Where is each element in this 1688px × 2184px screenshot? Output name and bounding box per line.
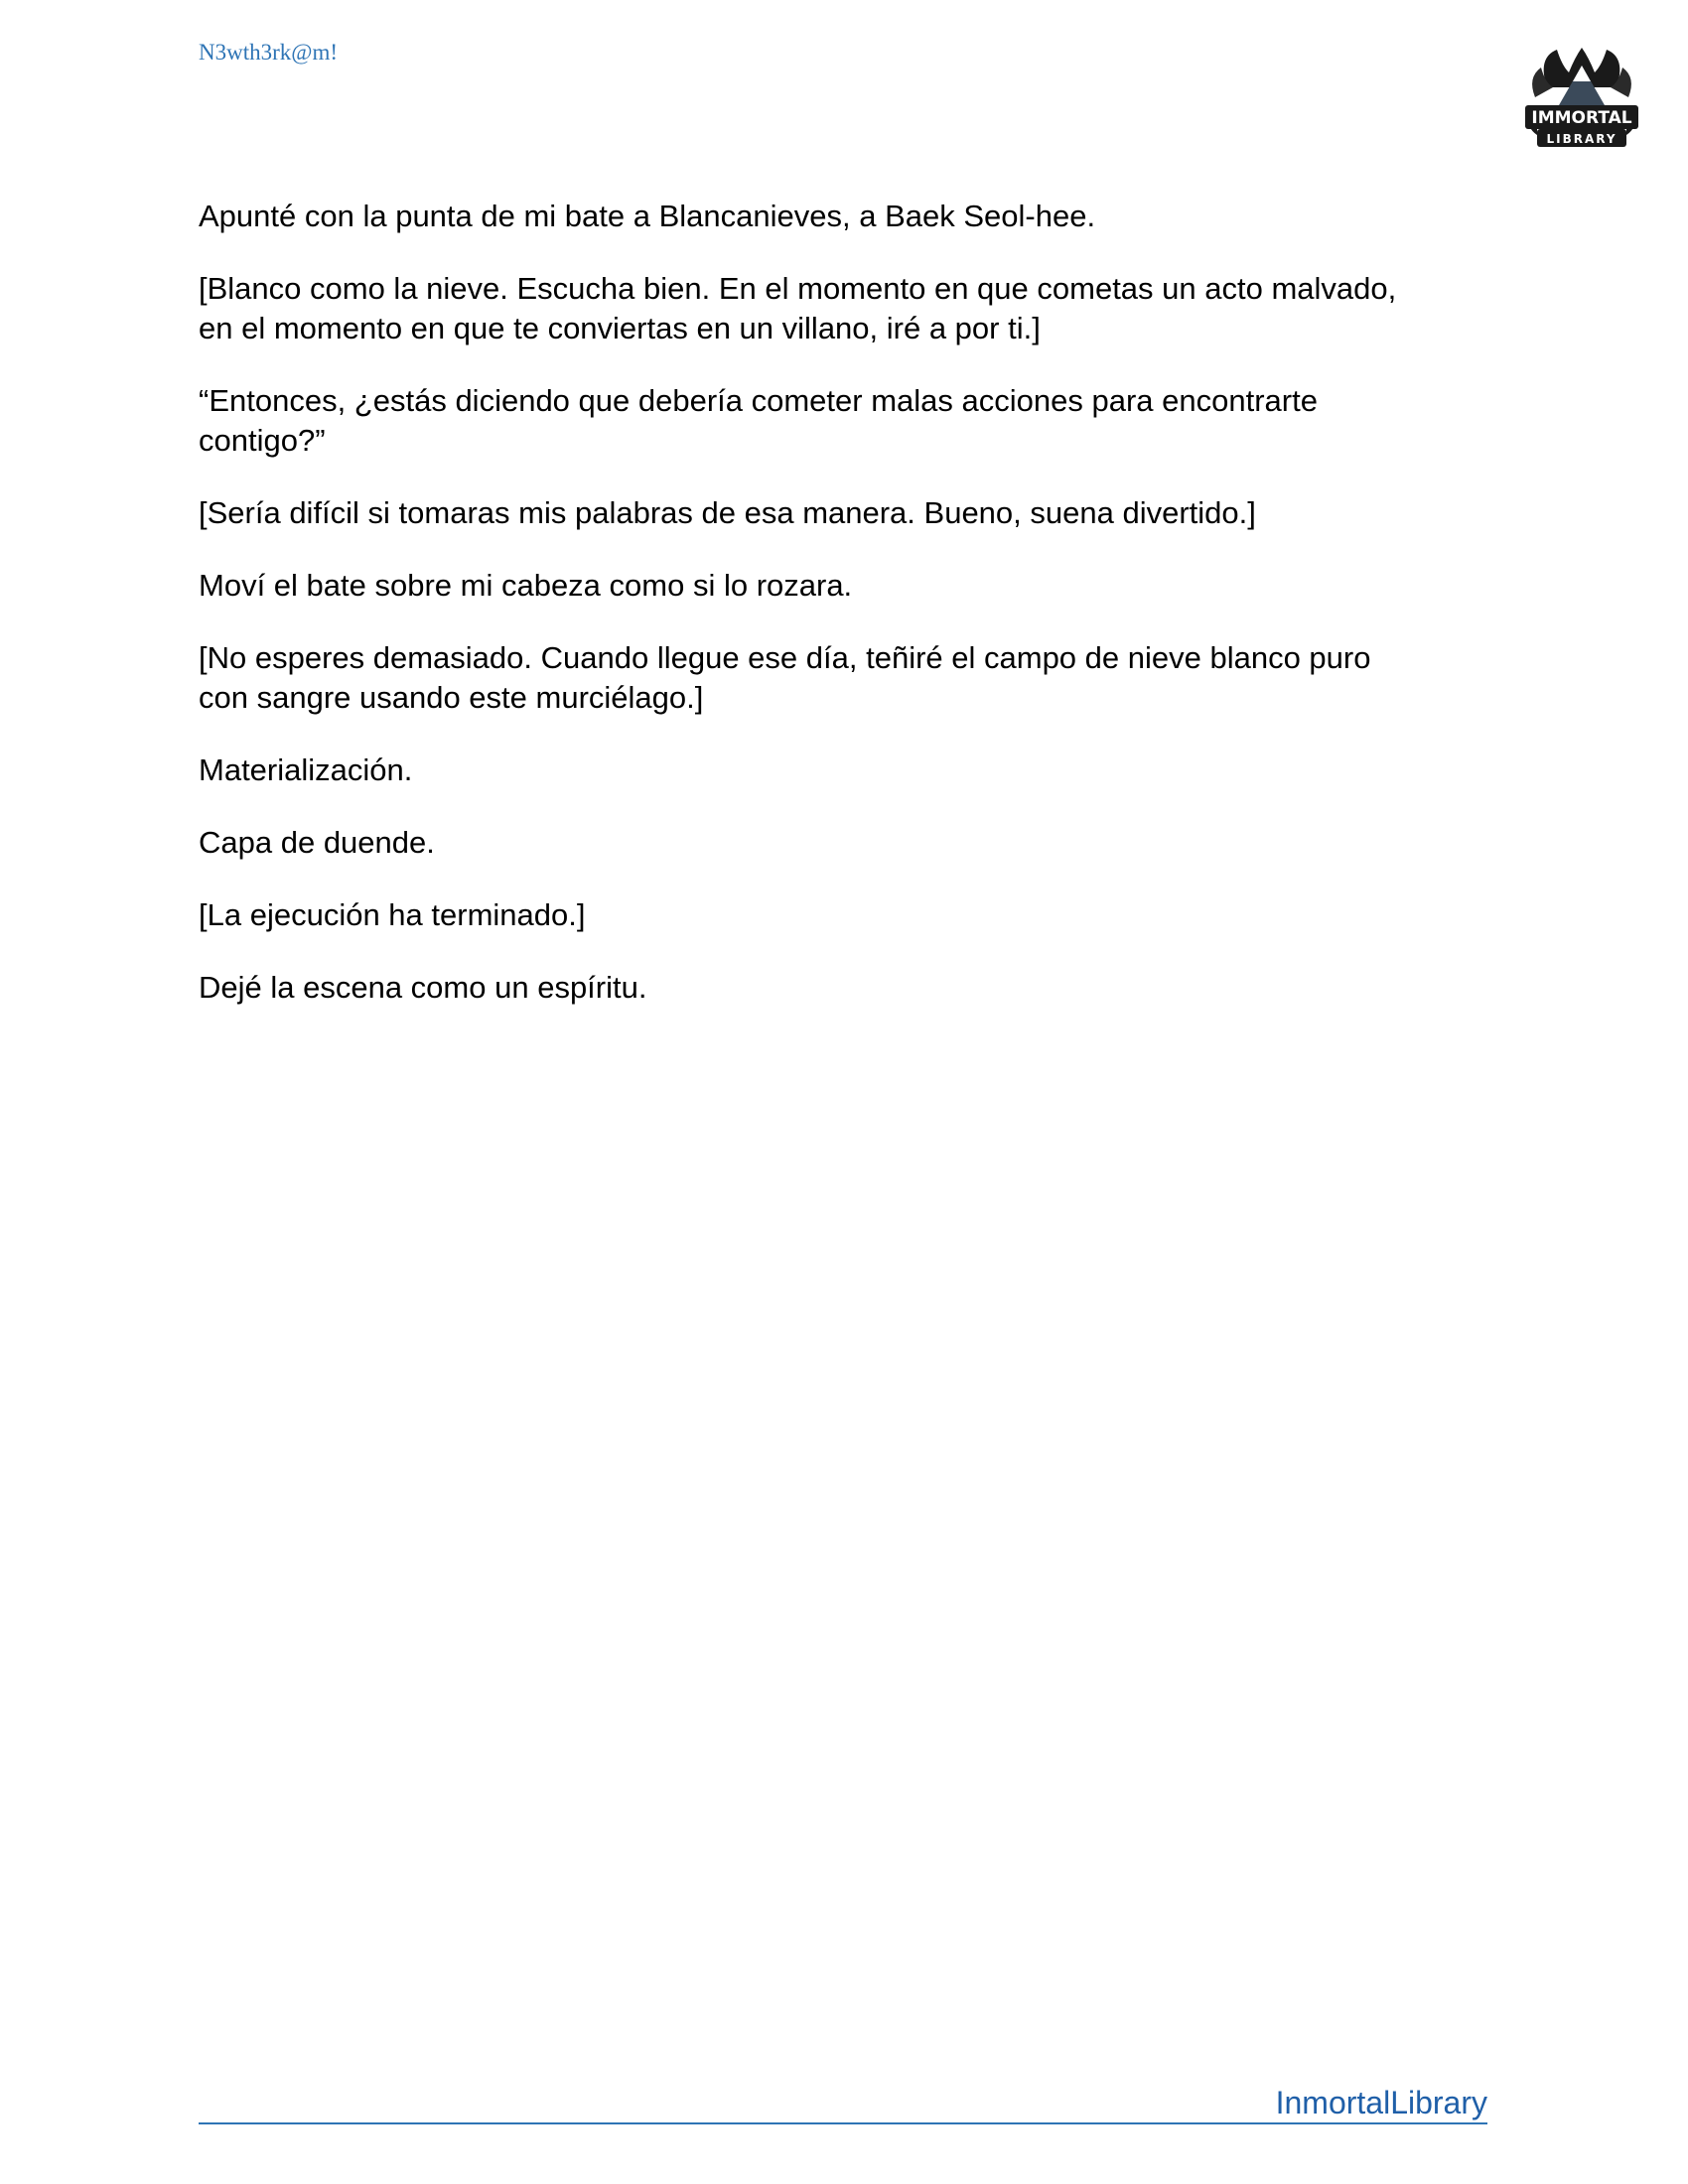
paragraph: Dejé la escena como un espíritu. [199,970,647,1005]
header-watermark: N3wth3rk@m! [199,40,338,65]
paragraph: Capa de duende. [199,825,435,860]
paragraph: Moví el bate sobre mi cabeza como si lo rozara. [199,568,853,603]
immortal-library-logo [1507,28,1656,177]
paragraph: [Blanco como la nieve. Escucha bien. En el momento en que cometas un acto malvado, en el momento en que te conviertas en un villano, iré a por ti.] [199,271,1397,345]
document-body [199,197,1489,1040]
paragraph: Apunté con la punta de mi bate a Blancanieves, a Baek Seol-hee. [199,199,1096,233]
paragraph: [No esperes demasiado. Cuando llegue ese día, teñiré el campo de nieve blanco puro con sangre usando este murciélago.] [199,640,1371,715]
logo-line1: IMMORTAL [1531,108,1632,128]
logo-line2: LIBRARY [1546,132,1618,146]
paragraph: Materialización. [199,752,413,787]
paragraph: “Entonces, ¿estás diciendo que debería cometer malas acciones para encontrarte contigo?” [199,383,1318,458]
page-footer [199,2081,1487,2124]
paragraph: [Sería difícil si tomaras mis palabras de esa manera. Bueno, suena divertido.] [199,495,1256,530]
logo-emblem-icon [1507,28,1656,177]
paragraph: [La ejecución ha terminado.] [199,897,586,932]
footer-link[interactable]: InmortalLibrary [1275,2085,1487,2120]
